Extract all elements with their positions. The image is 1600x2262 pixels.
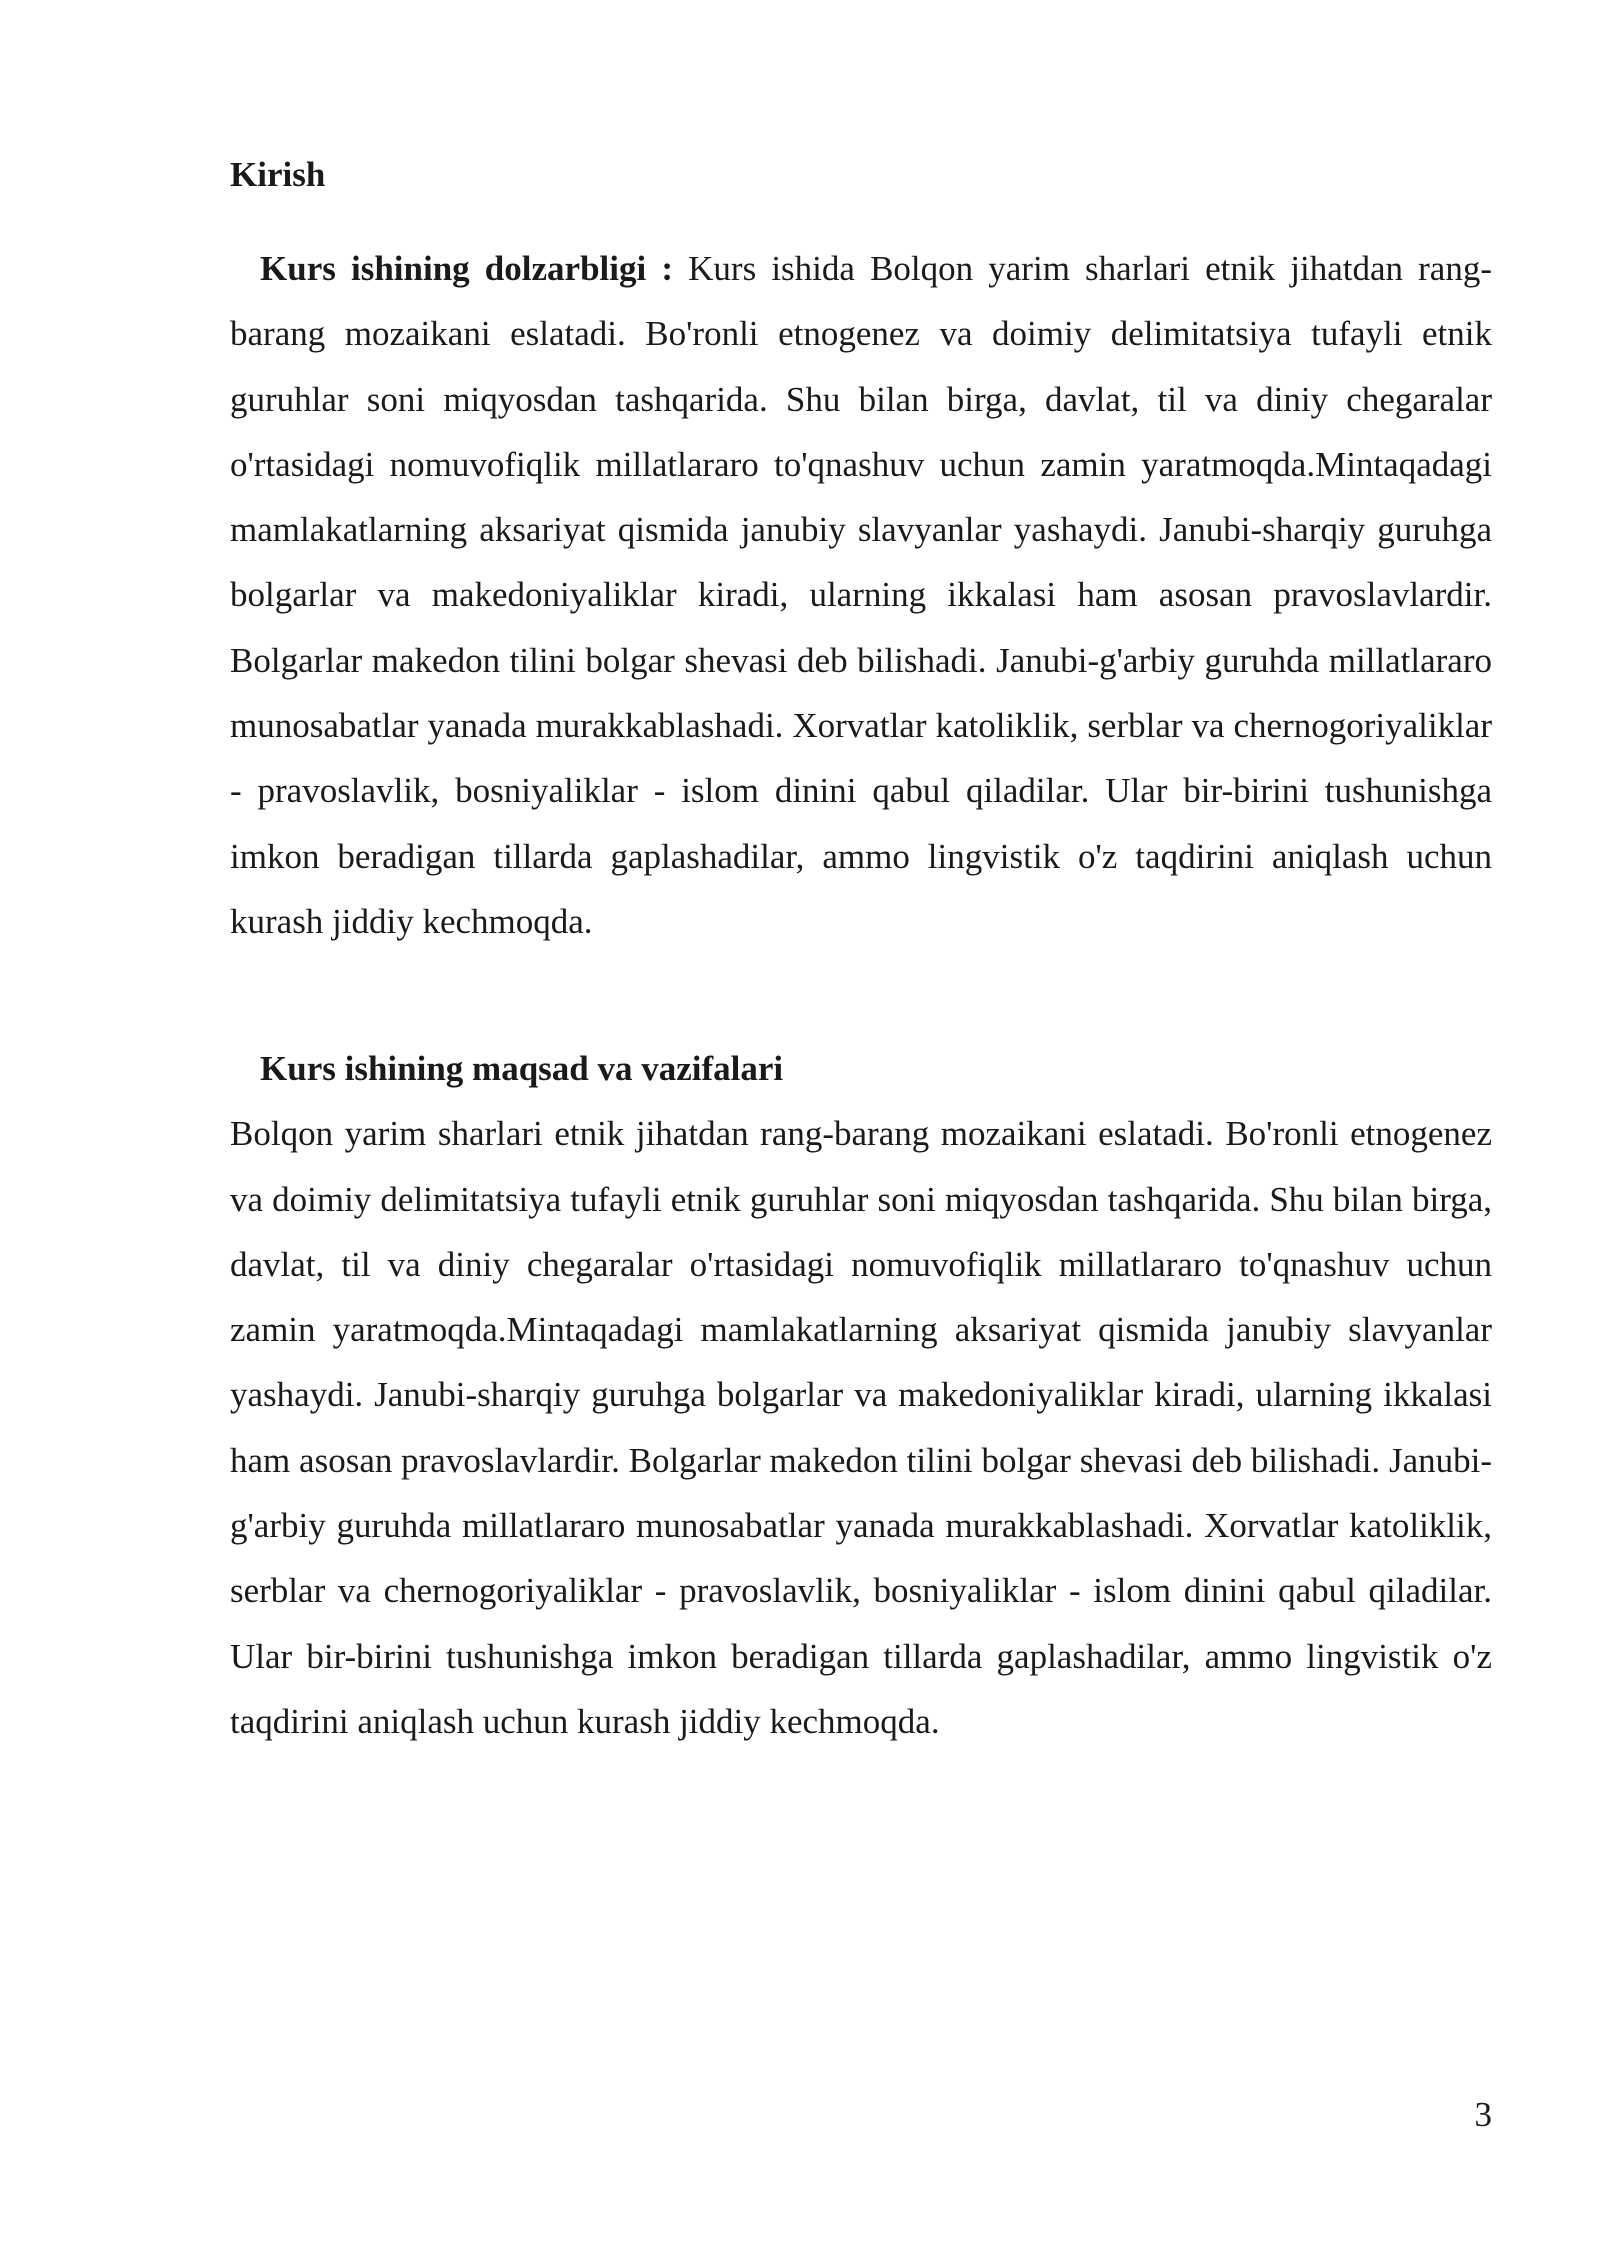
section-2-paragraph: Bolqon yarim sharlari etnik jihatdan rang-barang mozaikani eslatadi. Bo'ronli etnogenez va doimiy delimitatsiya tufayli etnik guruhlar soni miqyosdan tashqarida. Shu bilan birga, davlat, til va diniy chegaralar o'rtasidagi nomuvofiqlik millatlararo to'qnashuv uchun zamin yaratmoqda.Mintaqadagi mamlakatlarning aksariyat qismida janubiy slavyanlar yashaydi. Janubi-sharqiy guruhga bolgarlar va makedoniyaliklar kiradi, ularning ikkalasi ham asosan pravoslavlardir. Bolgarlar makedon tilini bolgar shevasi deb bilishadi. Janubi-g'arbiy guruhda millatlararo munosabatlar yanada murakkablashadi. Xorvatlar katoliklik, serblar va chernogoriyaliklar - pravoslavlik, bosniyaliklar - islom dinini qabul qiladilar. Ular bir-birini tushunishga imkon beradigan tillarda gaplashadilar, ammo lingvistik o'z taqdirini aniqlash uchun kurash jiddiy kechmoqda. bbox=[230, 1114, 1492, 1741]
page-number: 3 bbox=[1474, 2095, 1492, 2134]
section-2-heading: Kurs ishining maqsad va vazifalari bbox=[260, 1049, 784, 1089]
section-1-body: Kurs ishida Bolqon yarim sharlari etnik jihatdan rang-barang mozaikani eslatadi. Bo'ronli etnogenez va doimiy delimitatsiya tufayli etnik guruhlar soni miqyosdan tashqarida. Shu bilan birga, davlat, til va diniy chegaralar o'rtasidagi nomuvofiqlik millatlararo to'qnashuv uchun zamin yaratmoqda.Mintaqadagi mamlakatlarning aksariyat qismida janubiy slavyanlar yashaydi. Janubi-sharqiy guruhga bolgarlar va makedoniyaliklar kiradi, ularning ikkalasi ham asosan pravoslavlardir. Bolgarlar makedon tilini bolgar shevasi deb bilishadi. Janubi-g'arbiy guruhda millatlararo munosabatlar yanada murakkablashadi. Xorvatlar katoliklik, serblar va chernogoriyaliklar - pravoslavlik, bosniyaliklar - islom dinini qabul qiladilar. Ular bir-birini tushunishga imkon beradigan tillarda gaplashadilar, ammo lingvistik o'z taqdirini aniqlash uchun kurash jiddiy kechmoqda. bbox=[230, 249, 1492, 941]
page-heading: Kirish bbox=[230, 155, 326, 194]
section-1-paragraph bbox=[230, 236, 1492, 954]
page-content bbox=[230, 150, 1492, 1754]
section-1-lead: Kurs ishining dolzarbligi : bbox=[260, 249, 673, 288]
